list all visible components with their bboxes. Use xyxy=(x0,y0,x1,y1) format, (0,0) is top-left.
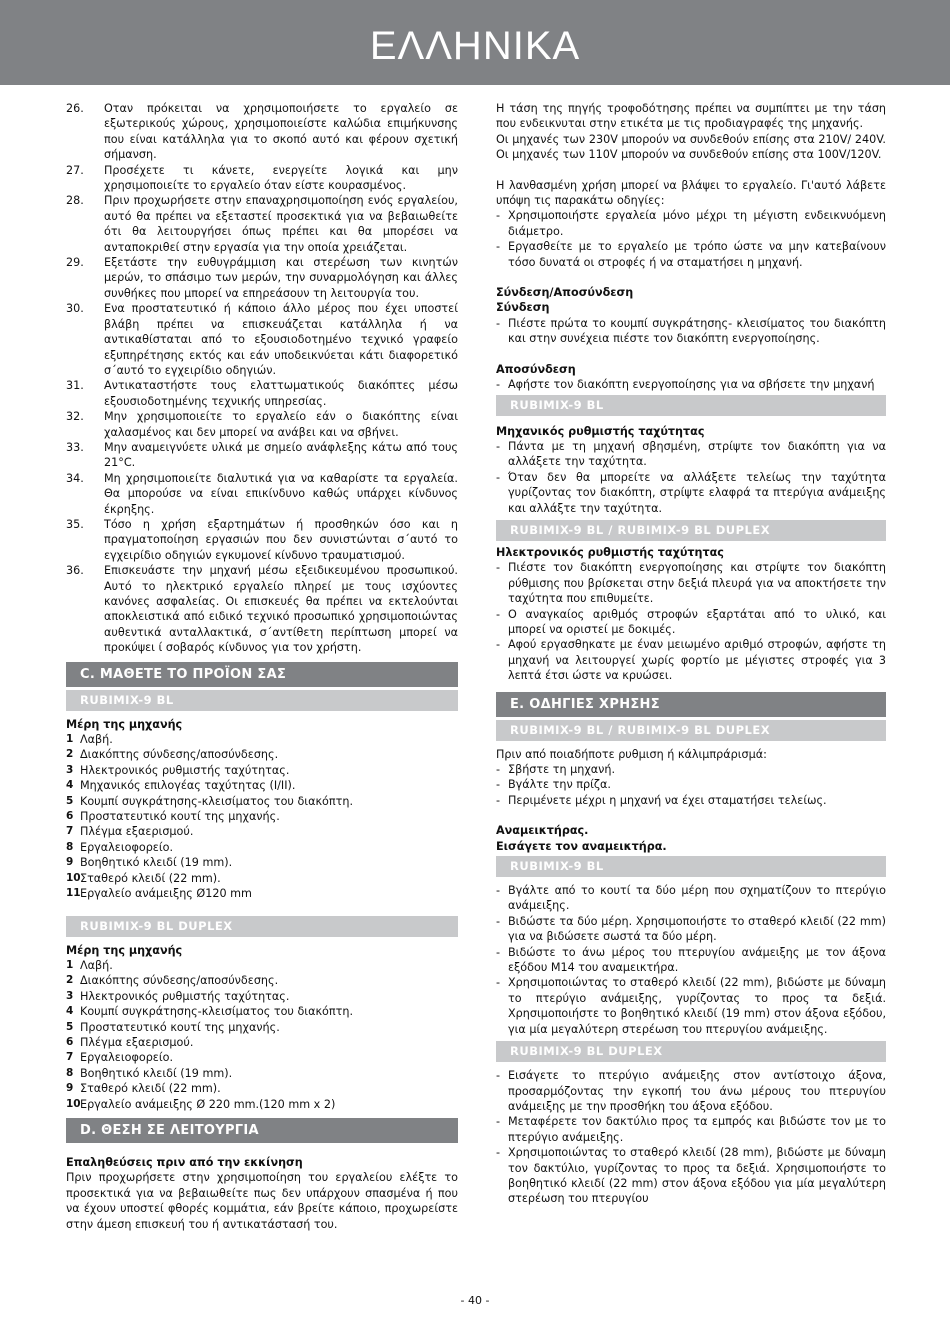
off-title: Αποσύνδεση xyxy=(496,362,576,376)
item-text: Προσέχετε τι κάνετε, ενεργείτε λογικά και μην χρησιμοποιείτε το εργαλείο όταν είστε κουρασμένος. xyxy=(104,163,458,193)
before-text: Πριν από ποιαδήποτε ρυθμιση ή κάλιμπράρισμά: xyxy=(496,747,767,761)
list-item xyxy=(66,1066,458,1081)
voltage-text-1: Η τάση της πηγής τροφοδότησης πρέπει να συμπίπτει με την τάση που ενδεικνυται στην ετικέτα με τις προδιαγραφές της μηχανής. xyxy=(496,102,886,131)
item-text: Βοηθητικό κλειδί (19 mm). xyxy=(80,1066,233,1080)
item-number: 34. xyxy=(66,471,84,485)
item-text: Σβήστε τη μηχανή. xyxy=(508,763,616,776)
on-title: Σύνδεση xyxy=(496,301,550,315)
item-text: Αντικαταστήστε τους ελαττωματικούς διακόπτες μέσω εξουσιοδοτημένης τεχνικής υπηρεσίας. xyxy=(104,379,458,408)
list-item xyxy=(496,560,886,606)
item-text: Επισκευάστε την μηχανή μέσω εξειδικευμένου προσωπικού. Αυτό το ηλεκτρικό εργαλείο πληρεί με τους ισχύοντες κανόνες ασφαλείας. Οι επισκευές θα πρέπει να εκτελούνται αποκλειστικά από ειδικό τεχνικό προσωπικό χρησιμοποιώντας αυθεντικά ανταλλακτικά, σ΄αντίθετη περίπτωση μπορεί να προκύψει ί σοβαρός κίνδυνος για τον χρήστη. xyxy=(104,564,458,655)
item-text: Πλέγμα εξαερισμού. xyxy=(80,825,194,839)
item-number: 1 xyxy=(66,958,74,971)
item-number: 3 xyxy=(66,989,74,1002)
item-text: Βιδώστε τα δύο μέρη. Χρησιμοποιήστε το σταθερό κλειδί (22 mm) για να βιδώσετε σωστά τα δύο μέρη. xyxy=(508,914,886,944)
list-item xyxy=(66,440,458,471)
item-text: Οταν πρόκειται να χρησιμοποιήσετε το εργαλείο σε εξωτερικούς χώρους, χρησιμοποιείστε καλώδια επιμήκυνσης που είναι κατάλληλα για το σκοπό αυτό και φέρουν σχετική σήμανση. xyxy=(104,102,458,162)
list-item xyxy=(496,945,886,976)
misuse-list xyxy=(496,208,886,270)
dash-bullet: - xyxy=(496,439,501,453)
dash-bullet: - xyxy=(496,316,501,330)
before-list xyxy=(496,762,886,808)
dash-bullet: - xyxy=(496,778,501,792)
item-number: 7 xyxy=(66,825,74,838)
dash-bullet: - xyxy=(496,607,501,621)
list-item xyxy=(496,208,886,239)
item-number: 1 xyxy=(66,733,74,746)
item-text: Μην χρησιμοποιείτε το εργαλείο εάν ο διακόπτης είναι χαλασμένος και δεν μπορεί να ανάβει και να σβήνει. xyxy=(104,410,458,439)
item-number: 9 xyxy=(66,1082,74,1095)
list-item xyxy=(66,255,458,301)
item-text: Λαβή. xyxy=(80,733,113,747)
list-item xyxy=(66,1020,458,1035)
item-number: 8 xyxy=(66,1066,74,1079)
list-item xyxy=(66,958,458,973)
mixer-title: Αναμεικτήρας. xyxy=(496,824,589,838)
dash-bullet: - xyxy=(496,914,501,928)
item-text: Ο αναγκαίος αριθμός στροφών εξαρτάται από το υλικό, και μπορεί να οριστεί με δοκιμές. xyxy=(508,607,886,636)
item-number: 4 xyxy=(66,779,74,792)
page-header xyxy=(0,0,950,85)
list-item xyxy=(66,1050,458,1065)
item-text: Όταν δεν θα μπορείτε να αλλάξετε τελείως την ταχύτητα γυρίζοντας τον διακόπτη, στρίψτε ελαφρά τα πτερύγια ανάμειξης και αλλάξτε την ταχύτητα. xyxy=(508,470,886,515)
item-number: 9 xyxy=(66,856,74,869)
item-text: Κουμπί συγκράτησης-κλεισίματος του διακόπτη. xyxy=(80,794,354,808)
parts-list xyxy=(66,732,458,901)
list-item xyxy=(496,1114,886,1145)
list-item xyxy=(66,747,458,762)
list-item xyxy=(496,316,886,347)
mech-list xyxy=(496,439,886,516)
dash-bullet: - xyxy=(496,1115,501,1129)
item-text: Αφού εργασθηκατε με έναν μειωμένο αριθμό στροφών, αφήστε τη μηχανή να λειτουργεί χωρίς φορτίο με μέγιστες στροφές για 3 λεπτά έτσι ώστε να κρυώσει. xyxy=(508,638,886,683)
item-number: 27. xyxy=(66,163,84,177)
list-item xyxy=(66,193,458,255)
list-item xyxy=(496,607,886,638)
item-text: Πλέγμα εξαερισμού. xyxy=(80,1035,194,1049)
item-text: Σταθερό κλειδί (22 mm). xyxy=(80,871,221,885)
item-text: Εργαλειοφορείο. xyxy=(80,840,174,854)
onoff-title: Σύνδεση/Αποσύνδεση xyxy=(496,286,634,300)
list-item xyxy=(66,989,458,1004)
list-item xyxy=(496,762,886,777)
list-item xyxy=(66,973,458,988)
item-text: Εργαλειοφορείο. xyxy=(80,1051,174,1065)
list-item xyxy=(496,239,886,270)
item-text: Χρησιμοποιώντας το σταθερό κλειδί (28 mm), βιδώστε με δύναμη τον δακτύλιο, γυρίζοντας το προς τα δεξιά. Χρησιμοποιήστε το βοηθητικό κλειδί (22 mm) στον άξονα εξόδου για μία μεγαλύτερη στερέωση του πτερυγίου xyxy=(508,1146,886,1206)
list-item xyxy=(66,163,458,194)
list-item xyxy=(496,1068,886,1114)
list-item xyxy=(66,886,458,901)
item-number: 10 xyxy=(66,1097,81,1110)
list-item xyxy=(66,301,458,378)
list-item xyxy=(66,794,458,809)
dash-bullet: - xyxy=(496,945,501,959)
list-item xyxy=(496,777,886,792)
list-item xyxy=(66,101,458,163)
item-text: Εισάγετε το πτερύγιο ανάμειξης στον αντίστοιχο άξονα, προσαρμόζοντας την εγκοπή του άνω μέρους του πτερυγίου ανάμειξης με την προσθήκη του άξονα εξόδου. xyxy=(508,1069,886,1113)
parts-title: Μέρη της μηχανής xyxy=(66,717,183,731)
mixer-subtitle: Εισάγετε τον αναμεικτήρα. xyxy=(496,839,667,853)
parts-list-duplex xyxy=(66,958,458,1112)
item-number: 2 xyxy=(66,974,74,987)
item-text: Πάντα με τη μηχανή σβησμένη, στρίψτε τον διακόπτη για να αλλάξετε την ταχύτητα. xyxy=(508,439,886,469)
item-text: Χρησιμοποιώντας το σταθερό κλειδί (22 mm), βιδώστε με δύναμη το πτερύγιο ανάμειξης, γυρίζοντας το προς τα δεξιά. Χρησιμοποιήστε το βοηθητικό κλειδί (19 mm) στον άξονα εξόδου, για μία μεγαλύτερη στερέωση του πτερυγίου ανάμειξης. xyxy=(508,976,886,1036)
item-text: Βγάλτε την πρίζα. xyxy=(508,778,611,792)
item-number: 28. xyxy=(66,194,84,208)
item-text: Ηλεκτρονικός ρυθμιστής ταχύτητας. xyxy=(80,763,290,777)
right-column xyxy=(496,101,886,1207)
subheader-r1: RUBIMIX-9 BL xyxy=(496,395,886,416)
item-number: 5 xyxy=(66,794,74,807)
item-text: Αφήστε τον διακόπτη ενεργοποίησης για να σβήσετε την μηχανή xyxy=(508,378,875,392)
off-list xyxy=(496,377,886,392)
item-number: 35. xyxy=(66,517,84,531)
list-item xyxy=(496,470,886,516)
item-text: Μη χρησιμοποιείτε διαλυτικά για να καθαρίστε τα εργαλεία. Θα μπορούσε να είναι επικίνδυνο καθώς υπάρχει κίνδυνος έκρηξης. xyxy=(104,471,458,516)
list-item xyxy=(66,1035,458,1050)
item-text: Ενα προστατευτικό ή κάποιο άλλο μέρος που έχει υποστεί βλάβη πρέπει να επισκευάζεται κατάλληλα ή να αντικαθίσταται από το εξουσιοδοτημένο τεχνικό γραφείο εξυπηρέτησης εκτός και εάν υποδεικνύεται κάτι διαφορετικό σ΄αυτό το εγχειρίδιο οδηγιών. xyxy=(104,302,458,377)
list-item xyxy=(66,732,458,747)
dash-bullet: - xyxy=(496,884,501,898)
item-number: 2 xyxy=(66,748,74,761)
mech-title: Μηχανικός ρυθμιστής ταχύτητας xyxy=(496,424,705,438)
item-number: 11 xyxy=(66,887,81,900)
list-item xyxy=(66,517,458,563)
check-text: Πριν προχωρήσετε στην χρησιμοποίηση του εργαλείου ελέξτε το προσεκτικά για να βεβαιωθείτε πως δεν υπάρχουν σπασμένα ή που να έχουν υποστεί φθορές κομμάτια, εάν βρείτε κάποιο, προχωρείστε στην άμεση επισκευή του ή αντικατάστασή του. xyxy=(66,1171,458,1231)
item-text: Πριν προχωρήσετε στην επαναχρησιμοποίηση ενός εργαλείου, αυτό θα πρέπει να εξεταστεί προσεκτικά για να βεβαιωθείτε ότι θα λειτουργήσει όπως πρέπει και θα μπορέσει να ανταποκριθεί στην εργασία για την οποία χρειάζεται. xyxy=(104,194,458,254)
item-number: 5 xyxy=(66,1020,74,1033)
item-text: Εξετάστε την ευθυγράμμιση και στερέωση των κινητών μερών, το σπάσιμο των μερών, την συναρμολόγηση και άλλες συνθήκες που μπορεί να επηρεάσουν τη λειτουργία του. xyxy=(104,256,458,300)
section-d-header: D. ΘΕΣΗ ΣΕ ΛΕΙΤΟΥΡΓΙΑ xyxy=(66,1118,458,1143)
dash-bullet: - xyxy=(496,378,501,392)
list-item xyxy=(496,975,886,1037)
dash-bullet: - xyxy=(496,1146,501,1160)
list-item xyxy=(496,377,886,392)
item-text: Κουμπί συγκράτησης-κλεισίματος του διακόπτη. xyxy=(80,1005,354,1019)
parts-title-duplex: Μέρη της μηχανής xyxy=(66,943,183,957)
list-item xyxy=(66,824,458,839)
item-number: 32. xyxy=(66,410,84,424)
item-number: 6 xyxy=(66,1035,74,1048)
subheader-r3: RUBIMIX-9 BL / RUBIMIX-9 BL DUPLEX xyxy=(496,720,886,741)
dash-bullet: - xyxy=(496,763,501,776)
list-item xyxy=(66,378,458,409)
subheader-r5: RUBIMIX-9 BL DUPLEX xyxy=(496,1041,886,1062)
dash-bullet: - xyxy=(496,561,501,575)
elec-title: Ηλεκτρονικός ρυθμιστής ταχύτητας xyxy=(496,545,724,559)
item-text: Προστατευτικό κουτί της μηχανής. xyxy=(80,1020,280,1034)
list-item xyxy=(496,439,886,470)
subheader-r2: RUBIMIX-9 BL / RUBIMIX-9 BL DUPLEX xyxy=(496,520,886,541)
item-number: 29. xyxy=(66,256,84,270)
dash-bullet: - xyxy=(496,1069,501,1083)
item-number: 6 xyxy=(66,810,74,823)
item-text: Τόσο η χρήση εξαρτημάτων ή προσθηκών όσο και η πραγματοποίηση εργασιών που δεν συνιστώνται σ΄αυτό το εγχειρίδιο οδηγιών εγκυμονεί κίνδυνο τραυματισμού. xyxy=(104,517,458,562)
item-text: Βιδώστε το άνω μέρος του πτερυγίου ανάμειξης με τον άξονα εξόδου M14 του αναμεικτήρα. xyxy=(508,945,886,975)
safety-list xyxy=(66,101,458,656)
item-text: Εργαλείο ανάμειξης Ø120 mm xyxy=(80,887,252,901)
misuse-text: Η λανθασμένη χρήση μπορεί να βλάψει το εργαλείο. Γι'αυτό λάβετε υπόψη τις παρακάτω οδηγίες: xyxy=(496,178,886,208)
page-title: ΕΛΛΗΝΙΚΑ xyxy=(369,24,581,68)
item-text: Λαβή. xyxy=(80,958,113,972)
subheader-r4: RUBIMIX-9 BL xyxy=(496,856,886,877)
item-number: 26. xyxy=(66,102,84,115)
list-item xyxy=(66,409,458,440)
dash-bullet: - xyxy=(496,209,501,223)
list-item xyxy=(496,883,886,914)
item-number: 10 xyxy=(66,871,81,884)
item-number: 4 xyxy=(66,1005,74,1018)
list-item xyxy=(66,871,458,886)
list-item xyxy=(66,778,458,793)
item-number: 7 xyxy=(66,1051,74,1064)
left-column xyxy=(66,101,458,1232)
dash-bullet: - xyxy=(496,793,501,807)
item-text: Χρησιμοποιήστε εργαλεία μόνο μέχρι τη μέγιστη ενδεικνυόμενη διάμετρο. xyxy=(508,209,886,238)
list-item xyxy=(66,1097,458,1112)
list-item xyxy=(496,1145,886,1207)
voltage-text-2: Οι μηχανές των 230V μπορούν να συνδεθούν επίσης στα 210V/ 240V. Οι μηχανές των 110V μπορούν να συνδεθούν επίσης στα 100V/120V. xyxy=(496,132,886,162)
item-text: Μεταφέρετε τον δακτύλιο προς τα εμπρός και βιδώστε τον με το πτερύγιο ανάμειξης. xyxy=(508,1115,886,1144)
item-text: Διακόπτης σύνδεσης/αποσύνδεσης. xyxy=(80,974,279,988)
item-text: Σταθερό κλειδί (22 mm). xyxy=(80,1082,221,1096)
section-c-header: C. ΜΑΘΕΤΕ ΤΟ ΠΡΟΪΟΝ ΣΑΣ xyxy=(66,662,458,687)
list-item xyxy=(66,563,458,655)
list-item xyxy=(496,793,886,808)
item-text: Πιέστε τον διακόπτη ενεργοποίησης και στρίψτε τον διακόπτη ρύθμισης που βρίσκεται στην δεξιά πλευρά για να αποκτήσετε την ταχύτητα που επιθυμείτε. xyxy=(508,561,886,606)
list-item xyxy=(66,763,458,778)
elec-list xyxy=(496,560,886,683)
duplex-list xyxy=(496,1068,886,1207)
dash-bullet: - xyxy=(496,638,501,652)
mixer-list xyxy=(496,883,886,1037)
list-item xyxy=(496,637,886,683)
item-number: 33. xyxy=(66,440,84,454)
list-item xyxy=(66,1004,458,1019)
item-number: 31. xyxy=(66,379,84,393)
dash-bullet: - xyxy=(496,976,501,990)
dash-bullet: - xyxy=(496,240,501,254)
item-number: 30. xyxy=(66,302,84,316)
subheader-rubimix-9-bl: RUBIMIX-9 BL xyxy=(66,690,458,711)
list-item xyxy=(66,840,458,855)
list-item xyxy=(496,914,886,945)
item-text: Βγάλτε από το κουτί τα δύο μέρη που σχηματίζουν το πτερύγιο ανάμειξης. xyxy=(508,884,886,913)
subheader-rubimix-9-bl-duplex: RUBIMIX-9 BL DUPLEX xyxy=(66,916,458,937)
item-text: Μην αναμειγνύετε υλικά με σημείο ανάφλεξης κάτω από τους 21°C. xyxy=(104,440,458,470)
item-number: 36. xyxy=(66,564,84,578)
item-text: Εργαλείο ανάμειξης Ø 220 mm.(120 mm x 2) xyxy=(80,1097,336,1111)
section-e-header: E. ΟΔΗΓΙΕΣ ΧΡΗΣΗΣ xyxy=(496,692,886,717)
item-text: Διακόπτης σύνδεσης/αποσύνδεσης. xyxy=(80,748,279,762)
item-text: Προστατευτικό κουτί της μηχανής. xyxy=(80,810,280,824)
item-text: Εργασθείτε με το εργαλείο με τρόπο ώστε να μην κατεβαίνουν τόσο δυνατά οι στροφές ή να σταματήσει η μηχανή. xyxy=(508,240,886,269)
item-text: Βοηθητικό κλειδί (19 mm). xyxy=(80,856,233,870)
item-text: Περιμένετε μέχρι η μηχανή να έχει σταματήσει τελείως. xyxy=(508,793,827,807)
check-title: Επαληθεύσεις πριν από την εκκίνηση xyxy=(66,1155,303,1169)
list-item xyxy=(66,471,458,517)
dash-bullet: - xyxy=(496,470,501,484)
item-text: Ηλεκτρονικός ρυθμιστής ταχύτητας. xyxy=(80,989,290,1003)
list-item xyxy=(66,809,458,824)
list-item xyxy=(66,855,458,870)
page-number: - 40 - xyxy=(460,1294,490,1307)
item-number: 8 xyxy=(66,840,74,853)
item-text: Μηχανικός επιλογέας ταχύτητας (I/II). xyxy=(80,779,296,793)
item-number: 3 xyxy=(66,763,74,776)
list-item xyxy=(66,1081,458,1096)
on-list xyxy=(496,316,886,347)
item-text: Πιέστε πρώτα το κουμπί συγκράτησης- κλεισίματος του διακόπτη και στην συνέχεια πιέστε τον διακόπτη ενεργοποίησης. xyxy=(508,316,886,346)
